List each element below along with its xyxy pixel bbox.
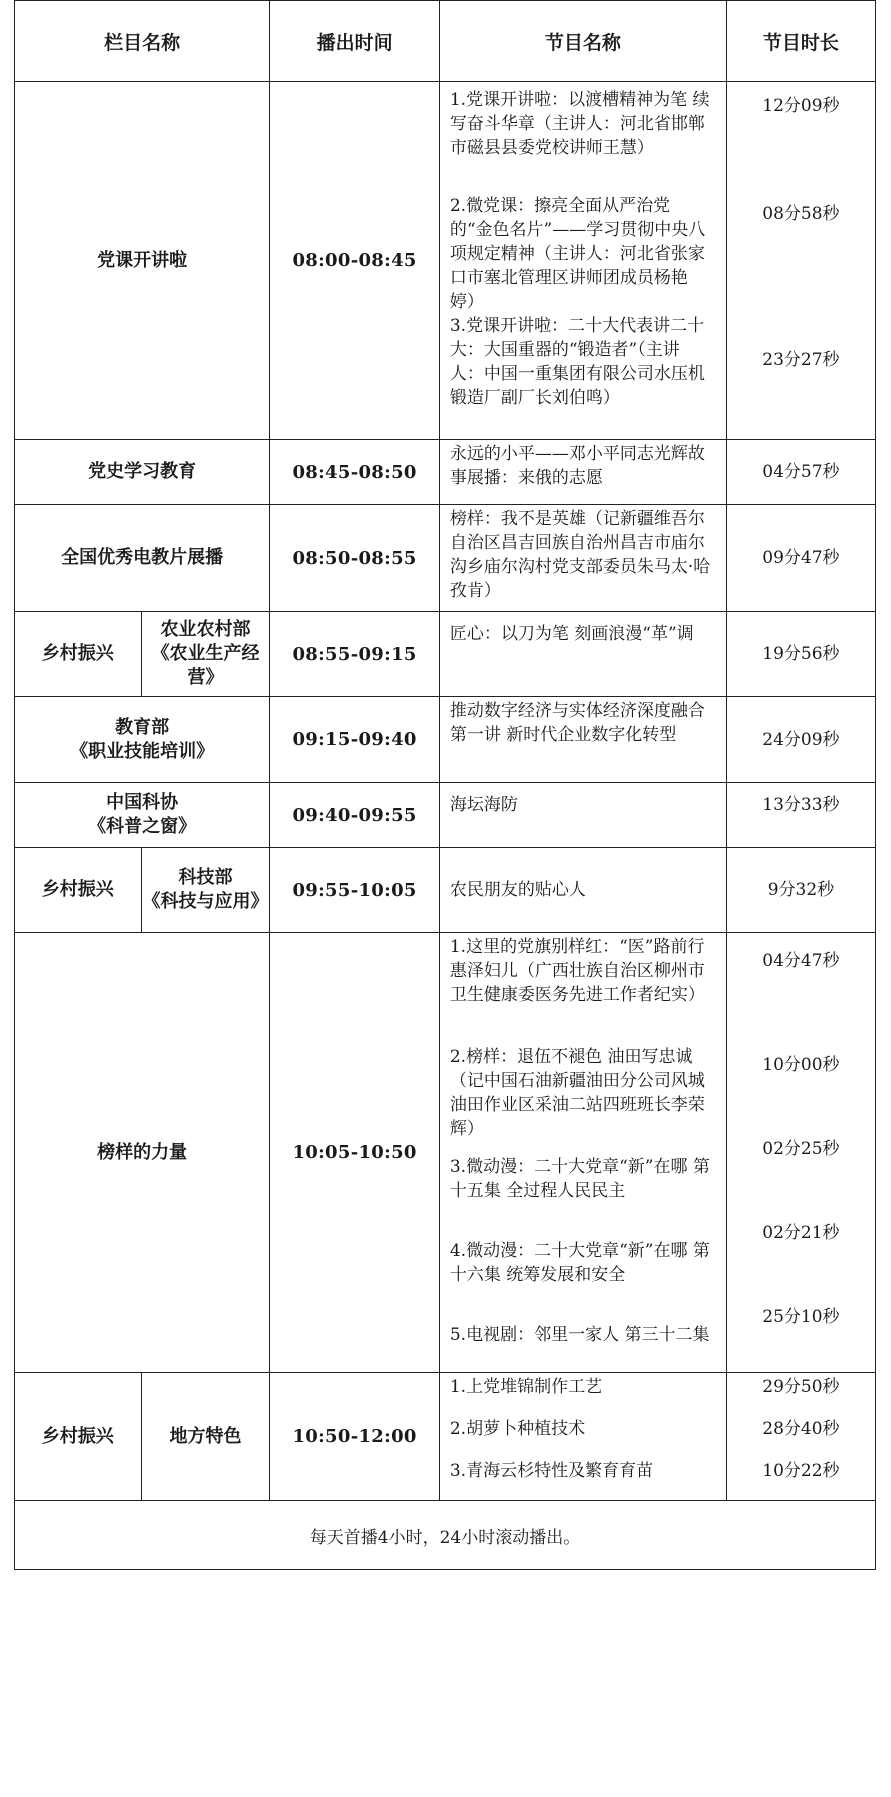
duration-value: 13分33秒 — [762, 795, 840, 815]
column-name-line1: 科技部 — [178, 867, 233, 888]
group-name: 乡村振兴 — [15, 1373, 142, 1501]
duration-value: 25分10秒 — [762, 1307, 840, 1327]
program-cell — [439, 783, 726, 848]
column-name: 地方特色 — [141, 1373, 270, 1501]
program-item: 3.青海云杉特性及繁育育苗 — [449, 1461, 654, 1481]
duration-value: 09分47秒 — [762, 548, 840, 568]
duration-value: 10分00秒 — [762, 1055, 840, 1075]
broadcast-note: 每天首播4小时，24小时滚动播出。 — [15, 1501, 876, 1570]
schedule-table — [14, 0, 876, 1570]
program-cell — [439, 612, 726, 697]
program-cell — [439, 505, 726, 612]
group-name: 乡村振兴 — [15, 612, 142, 697]
column-name — [15, 783, 270, 848]
column-name-line2: 《科技与应用》 — [142, 891, 269, 912]
duration-value: 04分57秒 — [762, 462, 840, 482]
airtime: 08:50-08:55 — [270, 505, 439, 612]
table-row — [15, 783, 876, 848]
program-item: 农民朋友的贴心人 — [449, 880, 586, 900]
duration-value: 02分21秒 — [762, 1223, 840, 1243]
duration-value: 29分50秒 — [762, 1377, 840, 1397]
airtime: 09:15-09:40 — [270, 697, 439, 783]
duration-value: 10分22秒 — [762, 1461, 840, 1481]
group-name: 乡村振兴 — [15, 848, 142, 933]
program-item: 2.微党课：擦亮全面从严治党的“金色名片”——学习贯彻中央八项规定精神（主讲人：河北省张家口市塞北管理区讲师团成员杨艳婷） — [449, 196, 706, 312]
table-row — [15, 1373, 876, 1501]
duration-cell — [726, 1373, 875, 1501]
column-name-line2: 《农业生产经营》 — [151, 643, 260, 688]
duration-cell — [726, 505, 875, 612]
duration-value: 28分40秒 — [762, 1419, 840, 1439]
airtime: 09:55-10:05 — [270, 848, 439, 933]
program-cell — [439, 440, 726, 505]
footer-row — [15, 1501, 876, 1570]
column-name — [141, 612, 270, 697]
duration-value: 02分25秒 — [762, 1139, 840, 1159]
table-row — [15, 933, 876, 1373]
table-row — [15, 612, 876, 697]
header-duration: 节目时长 — [726, 1, 875, 82]
program-item: 3.微动漫：二十大党章“新”在哪 第十五集 全过程人民民主 — [449, 1157, 710, 1201]
program-cell — [439, 933, 726, 1373]
duration-cell — [726, 697, 875, 783]
airtime: 10:50-12:00 — [270, 1373, 439, 1501]
program-cell — [439, 697, 726, 783]
program-cell — [439, 848, 726, 933]
column-name — [141, 848, 270, 933]
column-name-line1: 中国科协 — [106, 792, 179, 813]
program-item: 2.榜样：退伍不褪色 油田写忠诚（记中国石油新疆油田分公司风城油田作业区采油二站四班班长李荣辉） — [449, 1047, 705, 1139]
duration-value: 19分56秒 — [762, 644, 840, 664]
column-name-line2: 《科普之窗》 — [88, 816, 197, 837]
duration-cell — [726, 440, 875, 505]
duration-cell — [726, 933, 875, 1373]
airtime: 08:45-08:50 — [270, 440, 439, 505]
airtime: 09:40-09:55 — [270, 783, 439, 848]
header-row — [15, 1, 876, 82]
table-row — [15, 440, 876, 505]
duration-value: 24分09秒 — [762, 729, 840, 750]
duration-cell — [726, 848, 875, 933]
duration-cell — [726, 82, 875, 440]
program-cell — [439, 82, 726, 440]
program-item: 永远的小平——邓小平同志光辉故事展播：来俄的志愿 — [449, 444, 705, 488]
column-name-line2: 《职业技能培训》 — [70, 740, 215, 762]
airtime: 08:00-08:45 — [270, 82, 439, 440]
column-name-line1: 教育部 — [115, 716, 170, 738]
program-item: 1.这里的党旗别样红：“医”路前行 惠泽妇儿（广西壮族自治区柳州市卫生健康委医务先进工作者纪实） — [449, 937, 705, 1005]
duration-value: 23分27秒 — [762, 350, 840, 370]
airtime: 08:55-09:15 — [270, 612, 439, 697]
airtime: 10:05-10:50 — [270, 933, 439, 1373]
duration-value: 9分32秒 — [767, 880, 835, 900]
duration-value: 08分58秒 — [762, 204, 840, 224]
program-item: 3.党课开讲啦：二十大代表讲二十大：大国重器的“锻造者”（主讲人：中国一重集团有限公司水压机锻造厂副厂长刘伯鸣） — [449, 316, 705, 408]
header-airtime: 播出时间 — [270, 1, 439, 82]
column-name: 党课开讲啦 — [15, 82, 270, 440]
header-program-name: 节目名称 — [439, 1, 726, 82]
duration-cell — [726, 783, 875, 848]
header-column-name: 栏目名称 — [15, 1, 270, 82]
program-item: 匠心：以刀为笔 刻画浪漫“革”调 — [449, 624, 694, 644]
program-item: 4.微动漫：二十大党章“新”在哪 第十六集 统筹发展和安全 — [449, 1241, 710, 1285]
table-row — [15, 848, 876, 933]
table-row — [15, 82, 876, 440]
program-item: 5.电视剧：邻里一家人 第三十二集 — [449, 1325, 710, 1345]
program-item: 2.胡萝卜种植技术 — [449, 1419, 586, 1439]
table-row — [15, 697, 876, 783]
program-item: 榜样：我不是英雄（记新疆维吾尔自治区昌吉回族自治州昌吉市庙尔沟乡庙尔沟村党支部委员朱马太·哈孜肯） — [449, 509, 711, 601]
column-name: 榜样的力量 — [15, 933, 270, 1373]
duration-value: 04分47秒 — [762, 951, 840, 971]
table-row — [15, 505, 876, 612]
column-name — [15, 697, 270, 783]
duration-cell — [726, 612, 875, 697]
column-name-line1: 农业农村部 — [160, 619, 251, 640]
program-item: 1.上党堆锦制作工艺 — [449, 1377, 603, 1397]
program-item: 推动数字经济与实体经济深度融合 第一讲 新时代企业数字化转型 — [449, 701, 705, 745]
duration-value: 12分09秒 — [762, 96, 840, 116]
column-name: 党史学习教育 — [15, 440, 270, 505]
program-item: 海坛海防 — [449, 795, 518, 815]
program-cell — [439, 1373, 726, 1501]
program-item: 1.党课开讲啦：以渡槽精神为笔 续写奋斗华章（主讲人：河北省邯郸市磁县县委党校讲师王慧） — [449, 90, 710, 158]
column-name: 全国优秀电教片展播 — [15, 505, 270, 612]
